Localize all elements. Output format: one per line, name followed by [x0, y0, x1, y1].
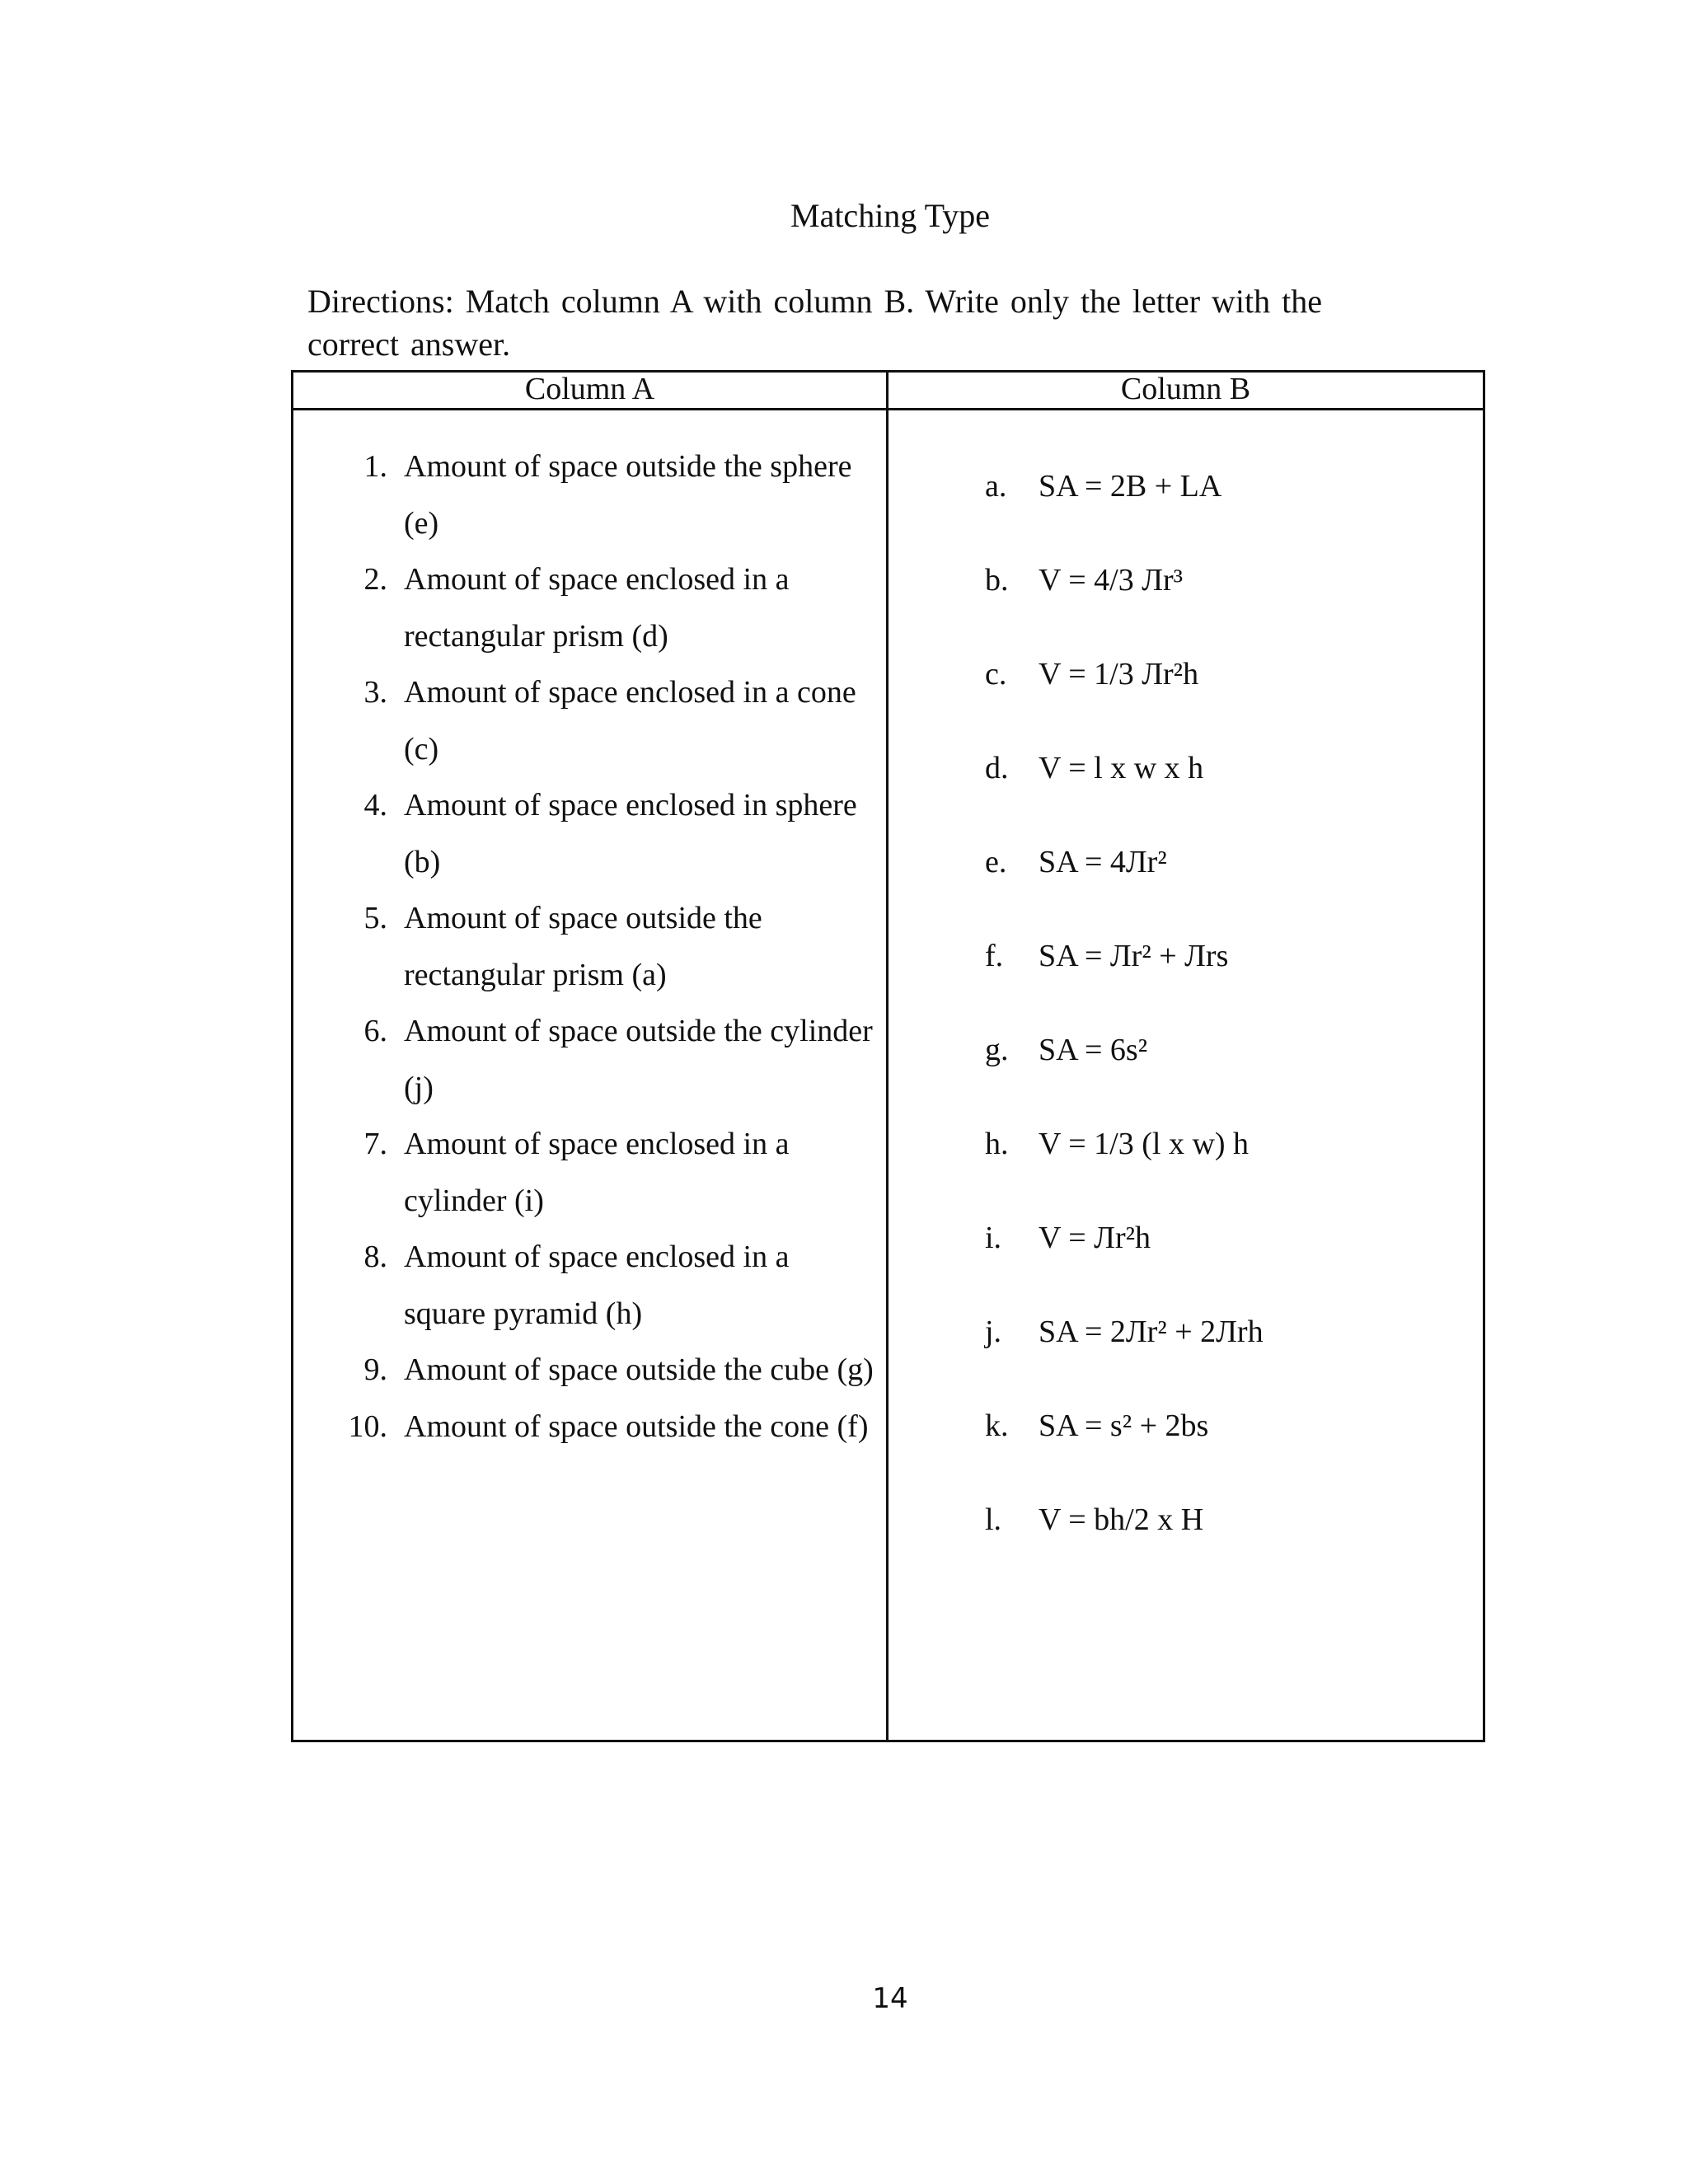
item-formula: V = bh/2 x H: [1039, 1502, 1204, 1537]
item-formula: V = 1/3 Лr²h: [1039, 657, 1199, 691]
item-formula: SA = 4Лr²: [1039, 845, 1167, 879]
column-b-item: [985, 1379, 1447, 1473]
item-text: Amount of space outside the cone (f): [404, 1408, 869, 1444]
item-formula: SA = 2Лr² + 2Лrh: [1039, 1315, 1264, 1349]
column-b-item: [985, 533, 1447, 627]
column-a-item: [346, 890, 874, 1003]
item-number: 4.: [363, 788, 387, 823]
column-b-item: [985, 1473, 1447, 1567]
column-b-item: [985, 815, 1447, 909]
item-letter: b.: [985, 563, 1009, 598]
item-number: 7.: [363, 1127, 387, 1161]
page-number: 14: [872, 1982, 908, 2015]
column-a-item: [346, 551, 874, 664]
item-letter: d.: [985, 751, 1009, 785]
item-letter: j.: [985, 1315, 1002, 1349]
item-letter: e.: [985, 845, 1007, 879]
item-letter: h.: [985, 1127, 1009, 1161]
directions-text: Directions: Match column A with column B. Write only the letter with the correct answer.: [307, 283, 1323, 363]
column-b-item: [985, 1285, 1447, 1379]
column-a-item: [346, 1003, 874, 1116]
item-formula: V = l x w x h: [1039, 751, 1204, 785]
item-letter: i.: [985, 1221, 1002, 1255]
column-a-list: [346, 438, 874, 1455]
column-a-item: [346, 438, 874, 551]
column-b-item: [985, 909, 1447, 1003]
item-text: Amount of space enclosed in a rectangular prism (d): [404, 562, 790, 654]
column-a-item: [346, 777, 874, 890]
column-a-header: Column A: [524, 372, 655, 406]
item-text: Amount of space enclosed in a cylinder (i): [404, 1127, 790, 1218]
item-text: Amount of space enclosed in a cone (c): [404, 675, 856, 766]
header-divider: [291, 408, 1485, 410]
item-number: 10.: [348, 1408, 387, 1444]
item-number: 1.: [363, 449, 387, 484]
column-a-item: [346, 1399, 874, 1455]
column-b-item: [985, 721, 1447, 815]
column-a-item: [346, 1229, 874, 1342]
item-number: 8.: [363, 1240, 387, 1274]
item-letter: f.: [985, 939, 1004, 973]
item-number: 5.: [363, 901, 387, 935]
item-letter: c.: [985, 657, 1007, 691]
item-text: Amount of space enclosed in a square pyramid (h): [404, 1240, 790, 1331]
column-a-item: [346, 664, 874, 777]
item-number: 3.: [363, 675, 387, 710]
item-letter: g.: [985, 1033, 1009, 1067]
item-letter: k.: [985, 1408, 1009, 1443]
column-b-list: [985, 439, 1447, 1567]
item-text: Amount of space outside the rectangular prism (a): [404, 901, 762, 992]
item-text: Amount of space outside the cube (g): [404, 1352, 874, 1387]
item-letter: a.: [985, 469, 1007, 504]
page-title: Matching Type: [790, 197, 990, 234]
item-formula: SA = s² + 2bs: [1039, 1408, 1209, 1443]
item-formula: V = Лr²h: [1039, 1221, 1151, 1255]
item-formula: SA = 6s²: [1039, 1033, 1148, 1067]
item-formula: V = 1/3 (l x w) h: [1039, 1127, 1250, 1161]
item-number: 9.: [363, 1352, 387, 1387]
column-b-item: [985, 627, 1447, 721]
column-b-item: [985, 439, 1447, 533]
item-text: Amount of space enclosed in sphere (b): [404, 788, 857, 879]
column-b-item: [985, 1003, 1447, 1097]
item-number: 2.: [363, 562, 387, 597]
item-text: Amount of space outside the sphere (e): [404, 449, 852, 541]
item-formula: SA = Лr² + Лrs: [1039, 939, 1229, 973]
column-b-header: Column B: [1120, 372, 1251, 406]
column-b-item: [985, 1097, 1447, 1191]
column-divider: [886, 370, 889, 1742]
item-formula: V = 4/3 Лr³: [1039, 563, 1184, 598]
item-number: 6.: [363, 1014, 387, 1048]
column-a-item: [346, 1116, 874, 1229]
column-b-item: [985, 1191, 1447, 1285]
item-text: Amount of space outside the cylinder (j): [404, 1014, 873, 1105]
item-formula: SA = 2B + LA: [1039, 469, 1222, 504]
item-letter: l.: [985, 1502, 1002, 1537]
column-a-item: [346, 1342, 874, 1399]
